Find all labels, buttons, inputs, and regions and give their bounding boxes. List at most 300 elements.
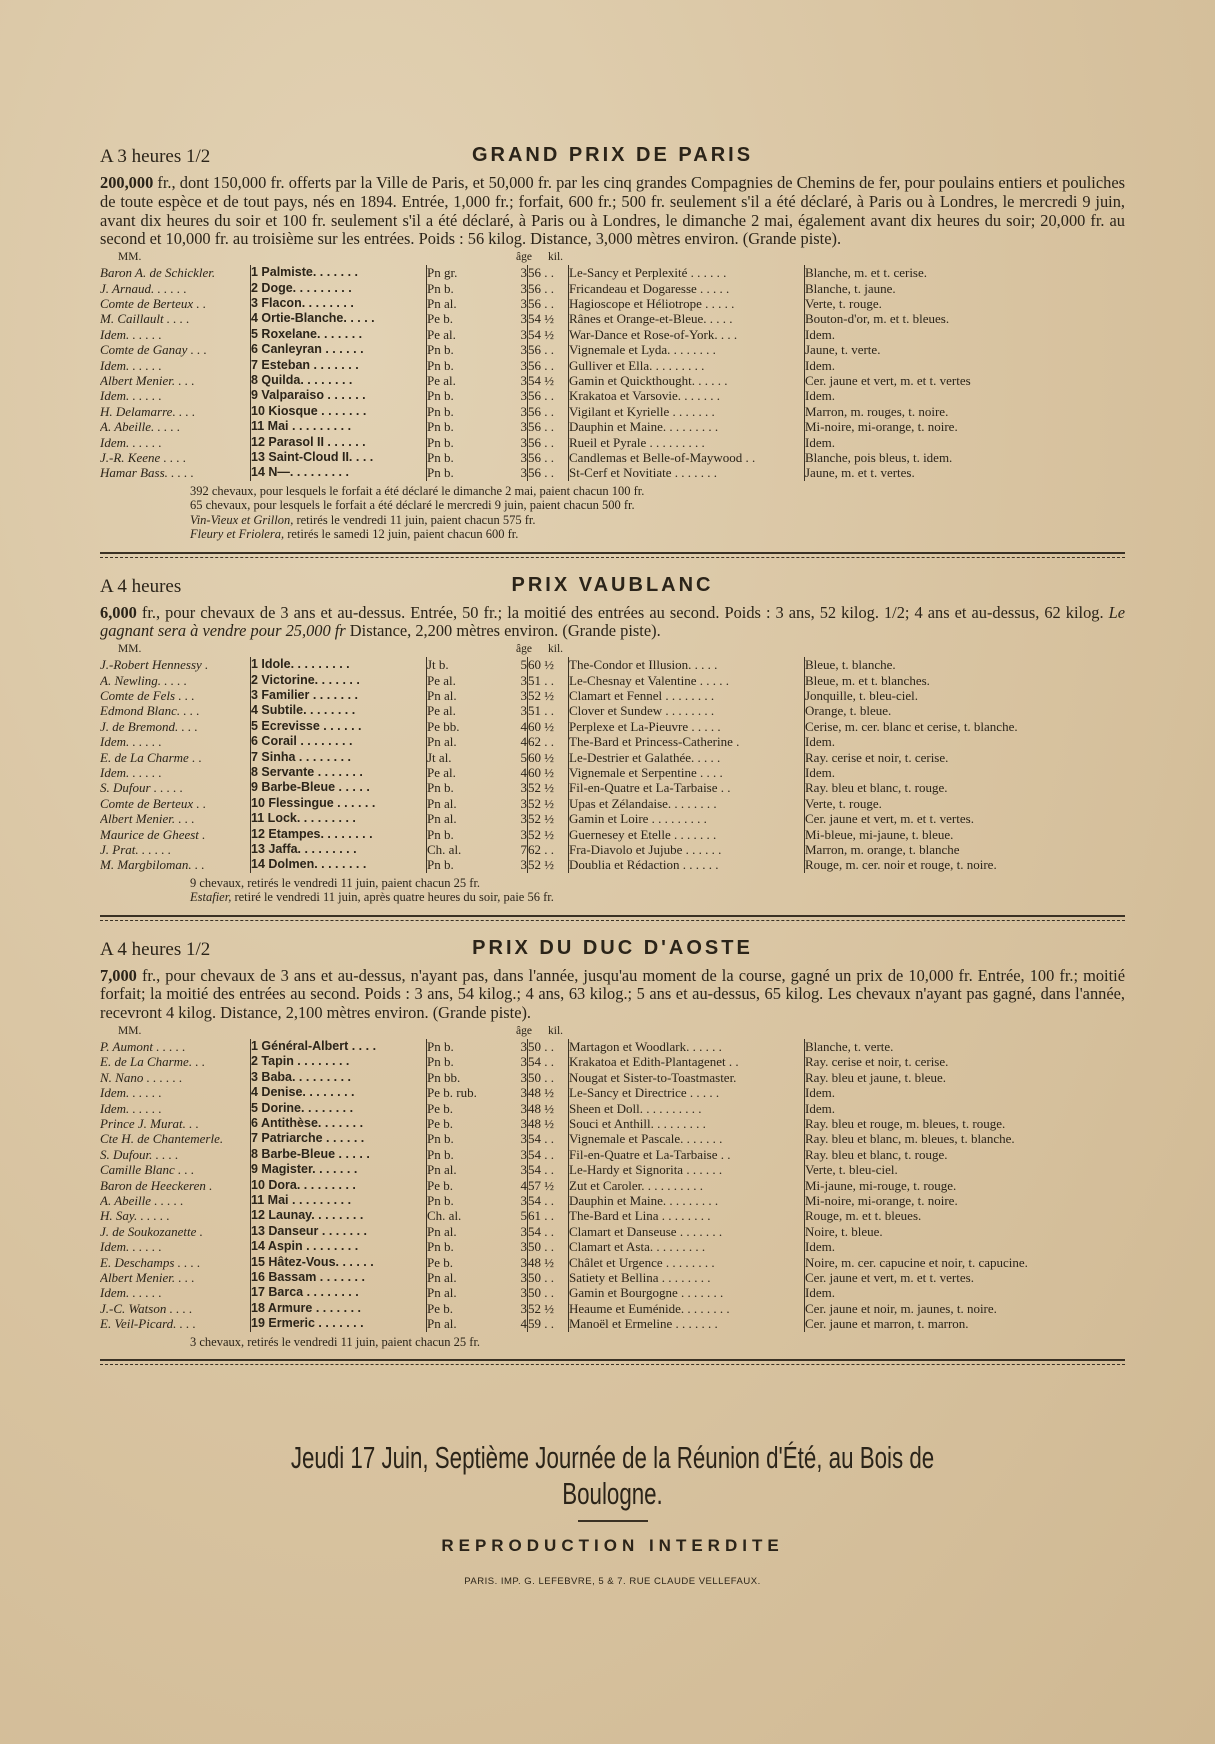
horse-cell: 10 Kiosque . . . . . . . (251, 404, 427, 419)
race-section (100, 570, 1125, 927)
weight-cell: 51 . . (528, 673, 569, 688)
weight-cell: 62 . . (528, 842, 569, 857)
weight-cell: 56 . . (528, 358, 569, 373)
weight-cell: 56 . . (528, 404, 569, 419)
table-row (100, 673, 1125, 688)
pedigree-cell: Satiety et Bellina . . . . . . . . (569, 1270, 805, 1285)
coat-cell: Pn b. (427, 1147, 508, 1162)
race-header (100, 933, 1125, 967)
table-row (100, 373, 1125, 388)
horse-cell: 3 Familier . . . . . . . (251, 688, 427, 703)
pedigree-cell: Dauphin et Maine. . . . . . . . . (569, 1193, 805, 1208)
pedigree-cell: Upas et Zélandaise. . . . . . . . (569, 796, 805, 811)
weight-cell: 52 ½ (528, 857, 569, 872)
age-cell: 3 (520, 403, 527, 419)
colors-cell: Ray. cerise et noir, t. cerise. (805, 750, 1126, 765)
age-cell: 3 (520, 826, 527, 842)
age-cell: 3 (520, 434, 527, 450)
horse-cell: 12 Etampes. . . . . . . . (251, 827, 427, 842)
owner-cell: Albert Menier. . . . (100, 811, 195, 827)
horse-cell: 4 Ortie-Blanche. . . . . (251, 311, 427, 326)
horse-cell: 10 Flessingue . . . . . . (251, 796, 427, 811)
race-section (100, 140, 1125, 564)
pedigree-cell: Gamin et Bourgogne . . . . . . . (569, 1285, 805, 1300)
column-headers (100, 643, 1125, 657)
pedigree-cell: Clover et Sundew . . . . . . . . (569, 703, 805, 718)
section-divider (100, 1359, 1125, 1371)
race-purse: 200,000 (100, 173, 154, 192)
colors-cell: Blanche, m. et t. cerise. (805, 265, 1126, 280)
owner-cell: Maurice de Gheest . (100, 826, 206, 842)
pedigree-cell: Vignemale et Serpentine . . . . (569, 765, 805, 780)
weight-cell: 54 . . (528, 1162, 569, 1177)
horse-cell: 4 Denise. . . . . . . . (251, 1085, 427, 1100)
note-text: retirés le vendredi 11 juin, paient chacun 575 fr. (293, 512, 536, 527)
weight-cell: 60 ½ (528, 657, 569, 672)
weight-cell: 56 . . (528, 265, 569, 280)
footer-title: Jeudi 17 Juin, Septième Journée de la Réunion d'Été, au Bois de Boulogne. (290, 1440, 935, 1511)
pedigree-cell: Gamin et Loire . . . . . . . . . (569, 811, 805, 826)
pedigree-cell: Krakatoa et Edith-Plantagenet . . (569, 1054, 805, 1069)
colors-cell: Idem. (805, 358, 1126, 373)
coat-cell: Pn b. (427, 1054, 508, 1069)
coat-cell: Pn al. (427, 296, 508, 311)
race-description: fr., dont 150,000 fr. offerts par la Ville de Paris, et 50,000 fr. par les cinq grandes Compagnies de Chemins de fer, pour poulains entiers et pouliches de toute espèce et de tout pays, nés en 1894. Entrée, 1,000 fr.; forfait, 600 fr.; 500 fr. seulement s'il a été déclaré, à Paris ou à Londres, le mercredi 9 juin, avant dix heures du soir et 100 fr. seulement s'il a été déclaré, à Paris ou à Londres, le dimanche 2 mai, également avant dix heures du soir; 20,000 fr. au second et 10,000 fr. au troisième sur les entrées. Poids : 56 kilog. Distance, 3,000 mètres environ. (Grande piste). (100, 173, 1125, 249)
column-headers (100, 251, 1125, 265)
age-cell: 3 (520, 1162, 527, 1178)
owner-cell: Comte de Fels . . . (100, 687, 195, 703)
colors-cell: Cerise, m. cer. blanc et cerise, t. blanche. (805, 719, 1126, 734)
weight-cell: 57 ½ (528, 1178, 569, 1193)
horse-cell: 8 Quilda. . . . . . . . (251, 373, 427, 388)
race-time: A 4 heures 1/2 (100, 938, 211, 960)
weight-cell: 56 . . (528, 435, 569, 450)
colors-cell: Mi-noire, mi-orange, t. noire. (805, 419, 1126, 434)
coat-cell: Pn b. (427, 281, 508, 296)
colors-cell: Bleue, m. et t. blanches. (805, 673, 1126, 688)
table-row (100, 657, 1125, 672)
coat-cell: Pe bb. (427, 719, 508, 734)
table-row (100, 842, 1125, 857)
age-cell: 3 (520, 1116, 527, 1132)
race-title: PRIX VAUBLANC (511, 573, 714, 596)
age-column-header: âge (516, 251, 532, 264)
owner-cell: Idem. . . . . . (100, 434, 162, 450)
horse-cell: 11 Mai . . . . . . . . . (251, 419, 427, 434)
horse-cell: 15 Hâtez-Vous. . . . . . (251, 1255, 427, 1270)
horse-cell: 6 Corail . . . . . . . . (251, 734, 427, 749)
table-row (100, 796, 1125, 811)
coat-cell: Pe b. (427, 1301, 508, 1316)
horse-cell: 5 Roxelane. . . . . . . (251, 327, 427, 342)
race-notes (190, 484, 1125, 542)
note-line (190, 498, 1125, 512)
owner-cell: E. Veil-Picard. . . . (100, 1316, 196, 1332)
owner-cell: Idem. . . . . . (100, 764, 162, 780)
horse-cell: 17 Barca . . . . . . . . (251, 1285, 427, 1300)
coat-cell: Ch. al. (427, 1208, 508, 1223)
coat-cell: Pn al. (427, 1316, 508, 1331)
horse-cell: 11 Mai . . . . . . . . . (251, 1193, 427, 1208)
colors-cell: Mi-noire, mi-orange, t. noire. (805, 1193, 1126, 1208)
table-row (100, 811, 1125, 826)
pedigree-cell: Vigilant et Kyrielle . . . . . . . (569, 404, 805, 419)
table-row (100, 342, 1125, 357)
table-row (100, 419, 1125, 434)
owner-cell: J. Prat. . . . . . (100, 841, 172, 857)
table-row (100, 404, 1125, 419)
owner-cell: H. Delamarre. . . . (100, 403, 196, 419)
weight-cell: 52 ½ (528, 780, 569, 795)
owner-cell: A. Newling. . . . . (100, 672, 188, 688)
race-description-italic: Le gagnant sera à vendre pour 25,000 fr (100, 602, 1125, 641)
pedigree-cell: Le-Sancy et Directrice . . . . . (569, 1085, 805, 1100)
age-cell: 3 (520, 465, 527, 481)
note-text: retirés le samedi 12 juin, paient chacun 600 fr. (284, 527, 519, 542)
pedigree-cell: Le-Hardy et Signorita . . . . . . (569, 1162, 805, 1177)
age-cell: 3 (520, 1146, 527, 1162)
note-line (190, 1335, 1125, 1349)
age-cell: 3 (520, 1239, 527, 1255)
note-text: 392 chevaux, pour lesquels le forfait a été déclaré le dimanche 2 mai, paient chacun 100 fr. (190, 483, 645, 498)
colors-cell: Blanche, t. verte. (805, 1039, 1126, 1054)
coat-cell: Pe b. (427, 1178, 508, 1193)
race-conditions (100, 604, 1125, 642)
horse-cell: 7 Sinha . . . . . . . . (251, 750, 427, 765)
weight-cell: 60 ½ (528, 719, 569, 734)
colors-cell: Ray. bleu et blanc, m. bleues, t. blanche. (805, 1131, 1126, 1146)
pedigree-cell: The-Bard et Princess-Catherine . (569, 734, 805, 749)
age-cell: 5 (520, 657, 527, 673)
coat-cell: Pe al. (427, 673, 508, 688)
age-cell: 3 (520, 450, 527, 466)
coat-cell: Pe al. (427, 703, 508, 718)
horse-cell: 7 Patriarche . . . . . . (251, 1131, 427, 1146)
pedigree-cell: Martagon et Woodlark. . . . . . (569, 1039, 805, 1054)
age-cell: 3 (520, 1223, 527, 1239)
table-row (100, 1301, 1125, 1316)
coat-cell: Ch. al. (427, 842, 508, 857)
colors-cell: Idem. (805, 765, 1126, 780)
coat-cell: Pe b. (427, 311, 508, 326)
age-cell: 4 (520, 718, 527, 734)
pedigree-cell: The-Condor et Illusion. . . . . (569, 657, 805, 672)
coat-cell: Pn b. (427, 358, 508, 373)
age-cell: 3 (520, 1100, 527, 1116)
weight-cell: 50 . . (528, 1070, 569, 1085)
colors-cell: Orange, t. bleue. (805, 703, 1126, 718)
pedigree-cell: Doublia et Rédaction . . . . . . (569, 857, 805, 872)
section-divider (100, 915, 1125, 927)
coat-cell: Pn al. (427, 1162, 508, 1177)
weight-column-header: kil. (548, 251, 564, 264)
table-row (100, 1285, 1125, 1300)
race-conditions (100, 174, 1125, 249)
age-cell: 3 (520, 388, 527, 404)
weight-cell: 54 . . (528, 1193, 569, 1208)
coat-cell: Pn b. (427, 465, 508, 480)
coat-cell: Pn b. (427, 404, 508, 419)
colors-cell: Noire, m. cer. capucine et noir, t. capucine. (805, 1255, 1126, 1270)
table-row (100, 688, 1125, 703)
owner-cell: Edmond Blanc. . . . (100, 703, 200, 719)
race-title: GRAND PRIX DE PARIS (471, 144, 754, 166)
colors-cell: Ray. bleu et blanc, t. rouge. (805, 1147, 1126, 1162)
weight-cell: 52 ½ (528, 811, 569, 826)
race-header (100, 140, 1125, 174)
table-row (100, 1085, 1125, 1100)
colors-cell: Idem. (805, 1239, 1126, 1254)
table-row (100, 719, 1125, 734)
colors-cell: Idem. (805, 327, 1126, 342)
note-text: retiré le vendredi 11 juin, après quatre heures du soir, paie 56 fr. (231, 890, 554, 905)
coat-cell: Pn b. (427, 827, 508, 842)
coat-cell: Pn al. (427, 1270, 508, 1285)
age-cell: 3 (520, 1285, 527, 1301)
horse-cell: 12 Parasol II . . . . . . (251, 435, 427, 450)
note-italic: Estafier, (190, 890, 232, 905)
colors-cell: Ray. cerise et noir, t. cerise. (805, 1054, 1126, 1069)
age-cell: 3 (520, 1054, 527, 1070)
weight-cell: 56 . . (528, 450, 569, 465)
owner-cell: Idem. . . . . . (100, 326, 162, 342)
pedigree-cell: Fricandeau et Dogaresse . . . . . (569, 281, 805, 296)
section-divider (100, 552, 1125, 564)
entries-table (100, 1039, 1125, 1332)
table-row (100, 1131, 1125, 1146)
pedigree-cell: Clamart et Fennel . . . . . . . . (569, 688, 805, 703)
pedigree-cell: Vignemale et Pascale. . . . . . . (569, 1131, 805, 1146)
pedigree-cell: Fra-Diavolo et Jujube . . . . . . (569, 842, 805, 857)
pedigree-cell: Manoël et Ermeline . . . . . . . (569, 1316, 805, 1331)
owner-cell: M. Margbiloman. . . (100, 857, 205, 873)
pedigree-cell: Guernesey et Etelle . . . . . . . (569, 827, 805, 842)
owner-cell: Cte H. de Chantemerle. (100, 1131, 224, 1147)
horse-cell: 13 Saint-Cloud II. . . . (251, 450, 427, 465)
age-cell: 3 (520, 1270, 527, 1286)
weight-cell: 59 . . (528, 1316, 569, 1331)
pedigree-cell: Dauphin et Maine. . . . . . . . . (569, 419, 805, 434)
table-row (100, 1316, 1125, 1331)
horse-cell: 19 Ermeric . . . . . . . (251, 1316, 427, 1331)
age-cell: 3 (520, 1038, 527, 1054)
note-text: 9 chevaux, retirés le vendredi 11 juin, paient chacun 25 fr. (190, 875, 481, 890)
horse-cell: 2 Victorine. . . . . . . (251, 673, 427, 688)
age-cell: 3 (520, 1069, 527, 1085)
pedigree-cell: Souci et Anthill. . . . . . . . . (569, 1116, 805, 1131)
age-column-header: âge (516, 643, 532, 656)
age-cell: 3 (520, 296, 527, 311)
owner-cell: Camille Blanc . . . (100, 1162, 195, 1178)
weight-cell: 56 . . (528, 281, 569, 296)
weight-column-header: kil. (548, 643, 564, 656)
table-row (100, 1178, 1125, 1193)
printer-imprint: PARIS. IMP. G. LEFEBVRE, 5 & 7. RUE CLAUDE VELLEFAUX. (464, 1576, 761, 1587)
table-row (100, 857, 1125, 872)
entries-table (100, 657, 1125, 873)
weight-cell: 48 ½ (528, 1085, 569, 1100)
column-headers (100, 1025, 1125, 1039)
table-row (100, 703, 1125, 718)
race-section (100, 933, 1125, 1372)
table-row (100, 1054, 1125, 1069)
pedigree-cell: Krakatoa et Varsovie. . . . . . . (569, 388, 805, 403)
owner-cell: J. de Bremond. . . . (100, 718, 198, 734)
note-line (190, 484, 1125, 498)
note-line (190, 527, 1125, 541)
weight-cell: 56 . . (528, 465, 569, 480)
table-row (100, 765, 1125, 780)
weight-cell: 54 . . (528, 1147, 569, 1162)
coat-cell: Pe b. (427, 1255, 508, 1270)
owner-cell: S. Dufour. . . . . (100, 1146, 179, 1162)
colors-cell: Jonquille, t. bleu-ciel. (805, 688, 1126, 703)
age-cell: 3 (520, 1193, 527, 1209)
table-row (100, 450, 1125, 465)
table-row (100, 281, 1125, 296)
footer (100, 1428, 1125, 1587)
weight-cell: 54 ½ (528, 327, 569, 342)
note-italic: Fleury et Friolera, (190, 527, 285, 542)
horse-cell: 1 Idole. . . . . . . . . (251, 657, 427, 672)
age-cell: 3 (520, 1300, 527, 1316)
age-cell: 3 (520, 311, 527, 327)
horse-cell: 9 Barbe-Bleue . . . . . (251, 780, 427, 795)
owner-cell: Idem. . . . . . (100, 734, 162, 750)
coat-cell: Pe b. rub. (427, 1085, 508, 1100)
owner-cell: Hamar Bass. . . . . (100, 465, 194, 481)
horse-cell: 14 N—. . . . . . . . . (251, 465, 427, 480)
coat-cell: Pe al. (427, 373, 508, 388)
table-row (100, 1162, 1125, 1177)
pedigree-cell: Sheen et Doll. . . . . . . . . . (569, 1101, 805, 1116)
colors-cell: Mi-jaune, mi-rouge, t. rouge. (805, 1178, 1126, 1193)
horse-cell: 5 Dorine. . . . . . . . (251, 1101, 427, 1116)
colors-cell: Cer. jaune et vert, m. et t. vertes. (805, 1270, 1126, 1285)
horse-cell: 10 Dora. . . . . . . . . (251, 1178, 427, 1193)
owner-cell: Idem. . . . . . (100, 388, 162, 404)
colors-cell: Marron, m. orange, t. blanche (805, 842, 1126, 857)
table-row (100, 1239, 1125, 1254)
pedigree-cell: Le-Destrier et Galathée. . . . . (569, 750, 805, 765)
weight-cell: 56 . . (528, 296, 569, 311)
horse-cell: 4 Subtile. . . . . . . . (251, 703, 427, 718)
horse-cell: 7 Esteban . . . . . . . (251, 358, 427, 373)
age-cell: 4 (520, 734, 527, 750)
owner-cell: A. Abeille . . . . . (100, 1193, 184, 1209)
coat-cell: Pn bb. (427, 1070, 508, 1085)
owner-cell: Albert Menier. . . . (100, 373, 195, 389)
table-row (100, 734, 1125, 749)
weight-cell: 50 . . (528, 1270, 569, 1285)
horse-cell: 11 Lock. . . . . . . . . (251, 811, 427, 826)
horse-cell: 9 Magister. . . . . . . (251, 1162, 427, 1177)
programme-page (100, 140, 1125, 1377)
race-time: A 3 heures 1/2 (100, 146, 211, 167)
weight-cell: 52 ½ (528, 688, 569, 703)
colors-cell: Rouge, m. et t. bleues. (805, 1208, 1126, 1223)
weight-cell: 56 . . (528, 388, 569, 403)
owner-cell: Comte de Ganay . . . (100, 342, 207, 358)
pedigree-cell: Hagioscope et Héliotrope . . . . . (569, 296, 805, 311)
horse-cell: 18 Armure . . . . . . . (251, 1301, 427, 1316)
pedigree-cell: Heaume et Euménide. . . . . . . . (569, 1301, 805, 1316)
horse-cell: 16 Bassam . . . . . . . (251, 1270, 427, 1285)
age-cell: 3 (520, 357, 527, 373)
weight-cell: 61 . . (528, 1208, 569, 1223)
age-cell: 3 (520, 795, 527, 811)
owner-cell: Idem. . . . . . (100, 1285, 162, 1301)
horse-cell: 8 Servante . . . . . . . (251, 765, 427, 780)
horse-cell: 3 Flacon. . . . . . . . (251, 296, 427, 311)
owner-cell: E. de La Charme . . (100, 749, 202, 765)
colors-cell: Cer. jaune et noir, m. jaunes, t. noire. (805, 1301, 1126, 1316)
table-row (100, 1208, 1125, 1223)
coat-cell: Pe al. (427, 327, 508, 342)
pedigree-cell: Clamart et Asta. . . . . . . . . (569, 1239, 805, 1254)
colors-cell: Marron, m. rouges, t. noire. (805, 404, 1126, 419)
colors-cell: Verte, t. rouge. (805, 296, 1126, 311)
colors-cell: Rouge, m. cer. noir et rouge, t. noire. (805, 857, 1126, 872)
weight-cell: 48 ½ (528, 1101, 569, 1116)
pedigree-cell: Le-Sancy et Perplexité . . . . . . (569, 265, 805, 280)
coat-cell: Pn b. (427, 857, 508, 872)
age-cell: 3 (520, 857, 527, 873)
owner-cell: E. de La Charme. . . (100, 1054, 206, 1070)
pedigree-cell: Gamin et Quickthought. . . . . . (569, 373, 805, 388)
note-text: 65 chevaux, pour lesquels le forfait a été déclaré le mercredi 9 juin, paient chacun 500 fr. (190, 498, 635, 513)
owner-cell: A. Abeille. . . . . (100, 419, 181, 435)
weight-column-header: kil. (548, 1024, 564, 1037)
coat-cell: Pn b. (427, 450, 508, 465)
weight-cell: 60 ½ (528, 765, 569, 780)
horse-cell: 13 Jaffa. . . . . . . . . (251, 842, 427, 857)
pedigree-cell: Vignemale et Lyda. . . . . . . . (569, 342, 805, 357)
colors-cell: Cer. jaune et vert, m. et t. vertes (805, 373, 1126, 388)
horse-cell: 13 Danseur . . . . . . . (251, 1224, 427, 1239)
colors-cell: Ray. bleu et rouge, m. bleues, t. rouge. (805, 1116, 1126, 1131)
pedigree-cell: The-Bard et Lina . . . . . . . . (569, 1208, 805, 1223)
coat-cell: Pn b. (427, 1131, 508, 1146)
pedigree-cell: Perplexe et La-Pieuvre . . . . . (569, 719, 805, 734)
owner-cell: J.-Robert Hennessy . (100, 657, 209, 673)
race-description: fr., pour chevaux de 3 ans et au-dessus. Entrée, 50 fr.; la moitié des entrées au second. Poids : 3 ans, 52 kilog. 1/2; 4 ans et au-dessus, 62 kilog. (136, 602, 1109, 622)
race-purse: 7,000 (100, 965, 137, 985)
pedigree-cell: Nougat et Sister-to-Toastmaster. (569, 1070, 805, 1085)
weight-cell: 48 ½ (528, 1255, 569, 1270)
horse-cell: 14 Aspin . . . . . . . . (251, 1239, 427, 1254)
horse-cell: 2 Tapin . . . . . . . . (251, 1054, 427, 1069)
note-line (190, 890, 1125, 904)
owner-cell: S. Dufour . . . . . (100, 780, 184, 796)
pedigree-cell: Châlet et Urgence . . . . . . . . (569, 1255, 805, 1270)
table-row (100, 435, 1125, 450)
owner-cell: Albert Menier. . . . (100, 1270, 195, 1286)
pedigree-cell: Gulliver et Ella. . . . . . . . . (569, 358, 805, 373)
race-description: fr., pour chevaux de 3 ans et au-dessus, n'ayant pas, dans l'année, jusqu'au moment de la course, gagné un prix de 10,000 fr. Entrée, 100 fr.; moitié forfait; la moitié des entrées au second. Poids : 3 ans, 54 kilog.; 4 ans, 63 kilog.; 5 ans et au-dessus, 65 kilog. Les chevaux n'ayant pas gagné, dans l'année, recevront 4 kilog. Distance, 2,100 mètres environ. (Grande piste). (100, 965, 1125, 1023)
coat-cell: Pe al. (427, 765, 508, 780)
horse-cell: 9 Valparaiso . . . . . . (251, 388, 427, 403)
pedigree-cell: Rânes et Orange-et-Bleue. . . . . (569, 311, 805, 326)
coat-cell: Pn al. (427, 1224, 508, 1239)
owner-cell: Comte de Berteux . . (100, 795, 207, 811)
horse-cell: 14 Dolmen. . . . . . . . (251, 857, 427, 872)
race-title: PRIX DU DUC D'AOSTE (472, 936, 753, 959)
owner-cell: Baron de Heeckeren . (100, 1177, 213, 1193)
owner-cell: J. Arnaud. . . . . . (100, 280, 187, 296)
table-row (100, 388, 1125, 403)
age-cell: 4 (520, 764, 527, 780)
